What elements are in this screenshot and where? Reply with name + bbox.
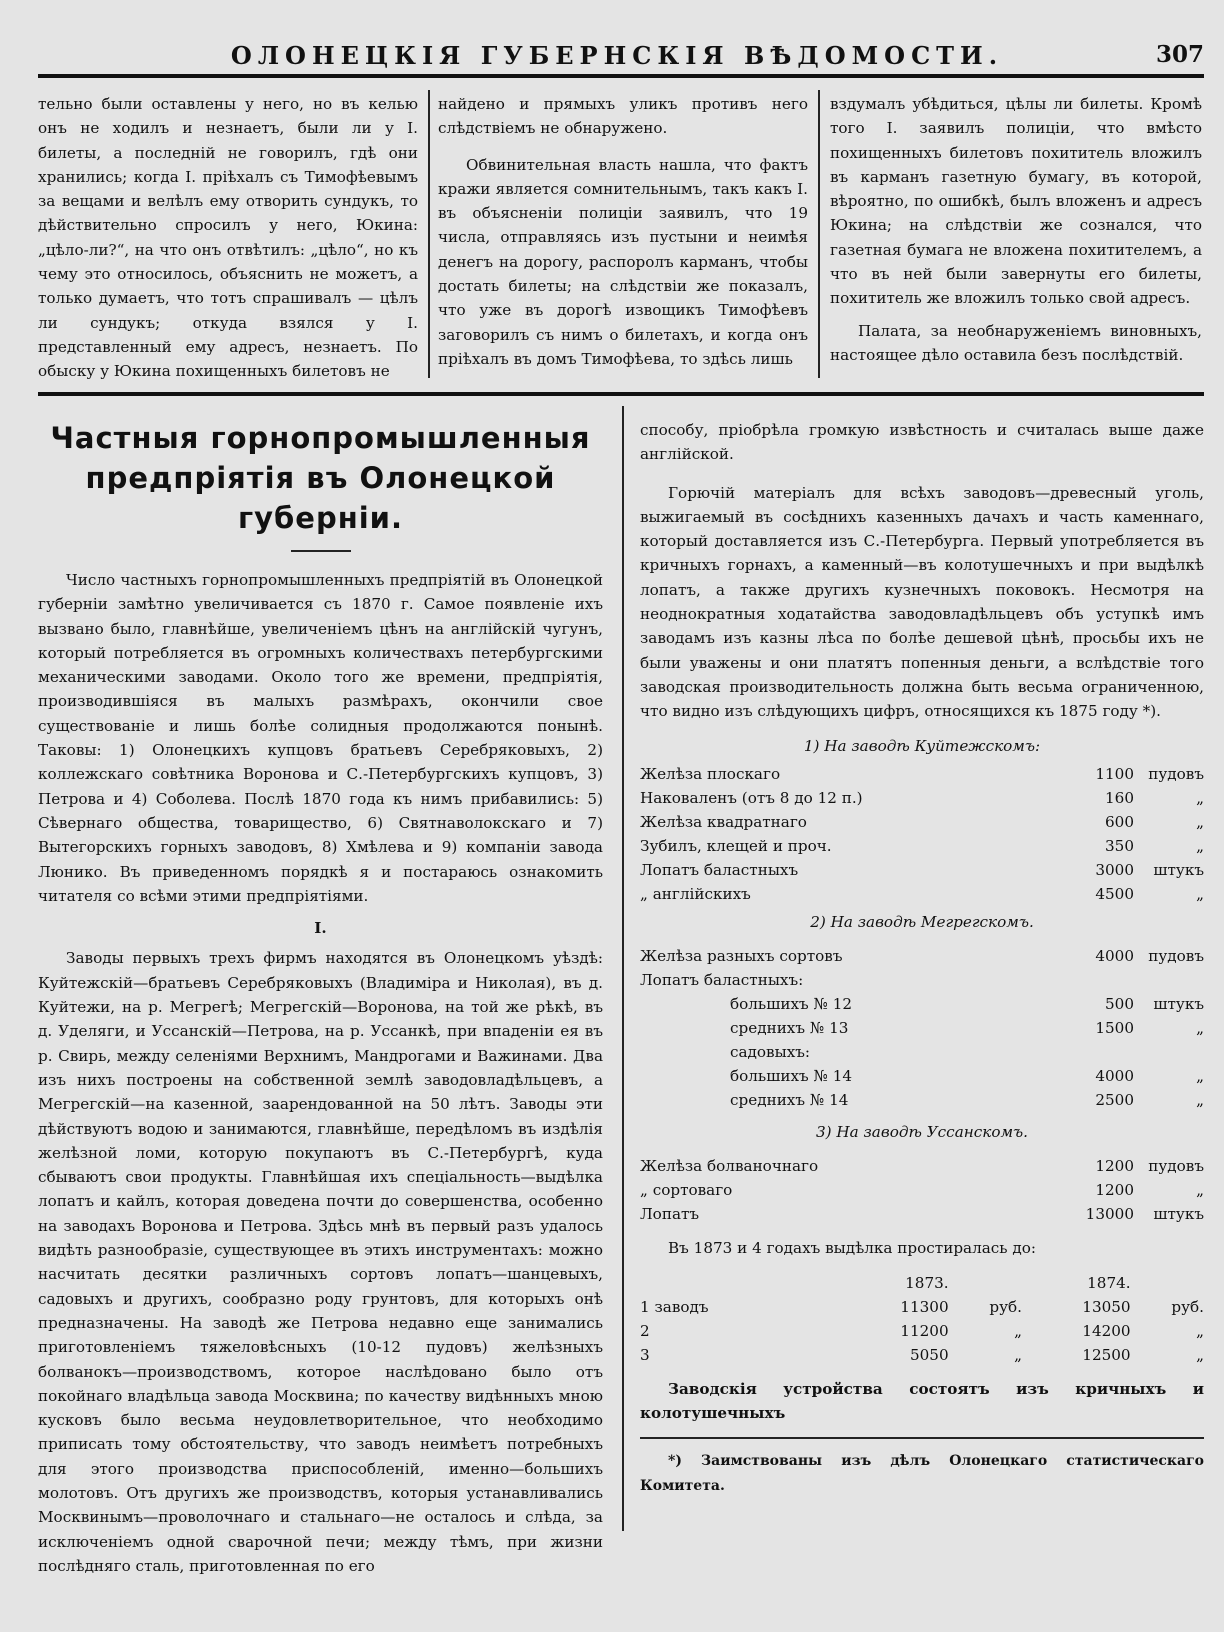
factory1-heading: 1) На заводѣ Куйтежскомъ: (803, 736, 1041, 755)
row-value: 1100 (1095, 764, 1134, 783)
row-value: 13000 (1085, 1205, 1134, 1224)
footnote-rule (640, 1437, 1204, 1439)
row-value: 600 (1105, 812, 1134, 831)
table-header (1131, 1271, 1204, 1295)
right-para1: способу, пріобрѣла громкую извѣстность и считалась выше даже англійской. (640, 421, 1204, 464)
top-column-1 (38, 92, 418, 384)
row-unit: пудовъ (1148, 764, 1204, 783)
article-left-column (38, 418, 603, 1578)
row-value: 160 (1105, 788, 1134, 807)
row-value: 3000 (1095, 860, 1134, 879)
table-header: 1874. (1087, 1273, 1131, 1292)
top-col1-text: тельно были оставлены у него, но въ келью онъ не ходилъ и незнаетъ, были ли у I. билеты, а последній не говорилъ, гдѣ они хранились; когда I. пріѣхалъ съ Тимофѣевымъ за вещами и велѣлъ ему отворить сундукъ, то дѣйствительно спросилъ у него, Юкина: „цѣло-ли?“, на что онъ отвѣтилъ: „цѣло“, но къ чему это относилось, объяснить не можетъ, а только думаетъ, что тотъ спрашивалъ — цѣлъ ли сундукъ; откуда взялся у I. представленный ему адресъ, незнаетъ. По обыску у Юкина похищенныхъ билетовъ не (38, 95, 418, 381)
row-unit: штукъ (1153, 1205, 1204, 1224)
table-cell: 14200 (1082, 1321, 1131, 1340)
table-header-row (640, 1271, 1204, 1295)
title-divider (291, 550, 351, 552)
table-cell: „ (1196, 1345, 1204, 1364)
right-para2: Горючій матеріалъ для всѣхъ заводовъ—древесный уголь, выжигаемый въ сосѣднихъ казенныхъ дачахъ и часть каменнаго, который доставляется изъ С.-Петербурга. Первый употребляется въ кричныхъ горнахъ, а каменный—въ колотушечныхъ и при выдѣлкѣ лопатъ, а также другихъ кузнечныхъ поковокъ. Несмотря на неоднократныя ходатайства заводовладѣльцевъ объ уступкѣ имъ заводамъ изъ казны лѣса по болѣе дешевой цѣнѣ, просьбы ихъ не были уважены и они платятъ попенныя деньги, а вслѣдствіе того заводская производительность должна быть весьма ограниченною, что видно изъ слѣдующихъ цифръ, относящихся къ 1875 году *). (640, 483, 1204, 721)
table-cell: 13050 (1082, 1297, 1131, 1316)
table-row (640, 762, 1204, 786)
row-unit: „ (1196, 1181, 1204, 1200)
row-unit (1134, 1040, 1204, 1064)
table-row (640, 1154, 1204, 1178)
row-name: Желѣза разныхъ сортовъ (640, 947, 843, 966)
row-name: среднихъ № 13 (730, 1019, 849, 1038)
page-number: 307 (1155, 41, 1204, 68)
footnote: *) Заимствованы изъ дѣлъ Олонецкаго статистическаго Комитета. (640, 1453, 1204, 1494)
table-row (640, 1295, 1204, 1319)
table-cell: руб. (989, 1297, 1022, 1316)
table-cell: „ (1014, 1345, 1022, 1364)
table-row (640, 858, 1204, 882)
row-name: „ сортоваго (640, 1181, 733, 1200)
row-name: большихъ № 12 (730, 995, 853, 1014)
table-cell: 2 (640, 1321, 650, 1340)
row-name: Наковаленъ (отъ 8 до 12 п.) (640, 788, 863, 807)
table-header: 1873. (905, 1273, 949, 1292)
row-value (1054, 1040, 1134, 1064)
row-value: 1500 (1095, 1019, 1134, 1038)
top-col2-para1: найдено и прямыхъ уликъ противъ него слѣдствіемъ не обнаружено. (438, 95, 808, 138)
factory2-heading: 2) На заводѣ Мегрегскомъ. (810, 912, 1034, 931)
row-name: Желѣза квадратнаго (640, 812, 807, 831)
header-rule (38, 74, 1204, 78)
section-text: Заводы первыхъ трехъ фирмъ находятся въ Олонецкомъ уѣздѣ: Куйтежскій—братьевъ Серебряковыхъ (Владиміра и Николая), въ д. Куйтежи, на р. Мегрегѣ; Мегрегскій—Воронова, на той же рѣкѣ, въ д. Уделяги, и Уссанскій—Петрова, на р. Уссанкѣ, при впаденіи ея въ р. Свирь, между селеніями Верхнимъ, Мандрогами и Важинами. Два изъ нихъ построены на собственной землѣ заводовладѣльцевъ, а Мегрегскій—на казенной, заарендованной на 50 лѣтъ. Заводы эти дѣйствуютъ водою и занимаются, главнѣйше, передѣломъ въ издѣлія желѣзной ломи, которую покупаютъ въ С.-Петербургѣ, куда сбываютъ свои продукты. Главнѣйшая ихъ спеціальность—выдѣлка лопатъ и кайлъ, которая доведена почти до совершенства, особенно на заводахъ Воронова и Петрова. Здѣсь мнѣ въ первый разъ удалось видѣть разнообразіе, существующее въ этихъ инструментахъ: можно насчитать десятки различныхъ сортовъ лопатъ—шанцевыхъ, садовыхъ и другихъ, сообразно роду грунтовъ, для которыхъ онѣ предназначены. На заводѣ же Петрова недавно еще занимались приготовленіемъ тяжеловѣсныхъ (10-12 пудовъ) желѣзныхъ болванокъ—производствомъ, которое наслѣдовано было отъ покойнаго владѣльца завода Москвина; по качеству видѣнныхъ мною кусковъ было весьма неудовлетворительное, что необходимо приписать тому обстоятельству, что заводъ неимѣетъ потребныхъ для этого производства приспособленій, именно—большихъ молотовъ. Отъ другихъ же производствъ, которыя устанавливались Москвинымъ—проволочнаго и стальнаго—не осталось и слѣда, за исключеніемъ одной сварочной печи; между тѣмъ, при жизни послѣдняго сталь, приготовленная по его (38, 949, 603, 1575)
row-name: среднихъ № 14 (730, 1091, 849, 1110)
row-unit: „ (1196, 884, 1204, 903)
table-header (949, 1271, 1022, 1295)
table-row (640, 1319, 1204, 1343)
years-intro: Въ 1873 и 4 годахъ выдѣлка простиралась до: (668, 1239, 1037, 1258)
row-unit: „ (1196, 788, 1204, 807)
newspaper-title: ОЛОНЕЦКІЯ ГУБЕРНСКІЯ ВѢДОМОСТИ. (230, 41, 1004, 70)
table-row (640, 1088, 1204, 1112)
row-unit: „ (1196, 1091, 1204, 1110)
row-name: большихъ № 14 (730, 1067, 853, 1086)
factory2-table (640, 944, 1204, 1112)
row-unit: пудовъ (1148, 947, 1204, 966)
row-value: 4500 (1095, 884, 1134, 903)
table-row (640, 786, 1204, 810)
column-divider (622, 406, 624, 1531)
table-header (640, 1271, 840, 1295)
top-col3-para2: Палата, за необнаруженіемъ виновныхъ, настоящее дѣло оставила безъ послѣдствій. (830, 321, 1202, 364)
table-cell: „ (1196, 1321, 1204, 1340)
table-row (640, 1343, 1204, 1367)
column-divider (818, 90, 820, 378)
row-name: „ англійскихъ (640, 884, 751, 903)
table-cell: руб. (1171, 1297, 1204, 1316)
table-cell: „ (1014, 1321, 1022, 1340)
table-row (640, 810, 1204, 834)
factory1-table (640, 762, 1204, 906)
section-rule (38, 392, 1204, 396)
table-cell: 12500 (1082, 1345, 1131, 1364)
row-value: 4000 (1095, 947, 1134, 966)
row-subheading: Лопатъ баластныхъ: (640, 971, 804, 990)
row-name: садовыхъ: (730, 1043, 811, 1062)
article-title: Частныя горнопромышленныя предпріятія въ Олонецкой губерніи. (50, 421, 591, 535)
row-name: Желѣза болваночнаго (640, 1157, 819, 1176)
top-column-2 (438, 92, 808, 371)
table-cell: 11200 (900, 1321, 949, 1340)
table-cell: 3 (640, 1345, 650, 1364)
factory3-heading: 3) На заводѣ Уссанскомъ. (815, 1123, 1029, 1142)
table-row (640, 1040, 1204, 1064)
years-table (640, 1271, 1204, 1367)
article-right-column (640, 418, 1204, 1498)
closing-text: Заводскія устройства состоятъ изъ кричныхъ и колотушечныхъ (640, 1379, 1204, 1423)
table-row (640, 992, 1204, 1016)
row-unit: „ (1196, 836, 1204, 855)
table-row (640, 1064, 1204, 1088)
row-value: 500 (1105, 995, 1134, 1014)
masthead (30, 20, 1204, 70)
row-unit: „ (1196, 812, 1204, 831)
factory3-table (640, 1154, 1204, 1226)
row-value: 2500 (1095, 1091, 1134, 1110)
table-row (640, 968, 1204, 992)
row-unit: штукъ (1153, 995, 1204, 1014)
top-col3-para1: вздумалъ убѣдиться, цѣлы ли билеты. Кромѣ того I. заявилъ полиціи, что вмѣсто похищенныхъ билетовъ похититель вложилъ въ карманъ газетную бумагу, въ которой, вѣроятно, по ошибкѣ, былъ вложенъ и адресъ Юкина; на слѣдствіи же сознался, что газетная бумага не вложена похитителемъ, а что въ ней были завернуты его билеты, похититель же вложилъ только свой адресъ. (830, 95, 1202, 308)
section-number: I. (314, 919, 327, 938)
row-value: 4000 (1095, 1067, 1134, 1086)
table-cell: 11300 (900, 1297, 949, 1316)
row-name: Желѣза плоскаго (640, 764, 781, 783)
table-row (640, 1202, 1204, 1226)
table-row (640, 1016, 1204, 1040)
table-row (640, 1178, 1204, 1202)
table-cell: 1 заводъ (640, 1297, 709, 1316)
row-value: 1200 (1095, 1181, 1134, 1200)
table-row (640, 882, 1204, 906)
row-value: 1200 (1095, 1157, 1134, 1176)
row-unit: штукъ (1153, 860, 1204, 879)
row-unit: пудовъ (1148, 1157, 1204, 1176)
row-name: Зубилъ, клещей и проч. (640, 836, 832, 855)
column-divider (428, 90, 430, 378)
table-cell: 5050 (909, 1345, 949, 1364)
row-name: Лопатъ (640, 1205, 700, 1224)
row-value: 350 (1105, 836, 1134, 855)
row-unit: „ (1196, 1019, 1204, 1038)
article-intro: Число частныхъ горнопромышленныхъ предпріятій въ Олонецкой губерніи замѣтно увеличивается съ 1870 г. Самое появленіе ихъ вызвано было, главнѣйше, увеличеніемъ цѣнъ на англійскій чугунъ, который потребляется въ огромныхъ количествахъ петербургскими механическими заводами. Около того же времени, предпріятія, производившіяся въ малыхъ размѣрахъ, окончили свое существованіе и лишь болѣе солидныя продолжаются понынѣ. Таковы: 1) Олонецкихъ купцовъ братьевъ Серебряковыхъ, 2) коллежскаго совѣтника Воронова и С.-Петербургскихъ купцовъ, 3) Петрова и 4) Соболева. Послѣ 1870 года къ нимъ прибавились: 5) Сѣвернаго общества, товарищество, 6) Святнаволокскаго и 7) Вытегорскихъ горныхъ заводовъ, 8) Хмѣлева и 9) компаніи завода Люнико. Въ приведенномъ порядкѣ я и постараюсь ознакомить читателя со всѣми этими предпріятіями. (38, 571, 603, 905)
table-row (640, 944, 1204, 968)
row-name: Лопатъ баластныхъ (640, 860, 799, 879)
row-unit: „ (1196, 1067, 1204, 1086)
top-col2-para2: Обвинительная власть нашла, что фактъ кражи является сомнительнымъ, такъ какъ I. въ объясненіи полиціи заявилъ, что 19 числа, отправляясь изъ пустыни и неимѣя денегъ на дорогу, распоролъ карманъ, чтобы достать билеты; на слѣдствіи же показалъ, что уже въ дорогѣ извощикъ Тимофѣевъ заговорилъ съ нимъ о билетахъ, и когда онъ пріѣхалъ въ домъ Тимофѣева, то здѣсь лишь (438, 155, 808, 368)
top-column-3 (830, 92, 1202, 367)
table-row (640, 834, 1204, 858)
